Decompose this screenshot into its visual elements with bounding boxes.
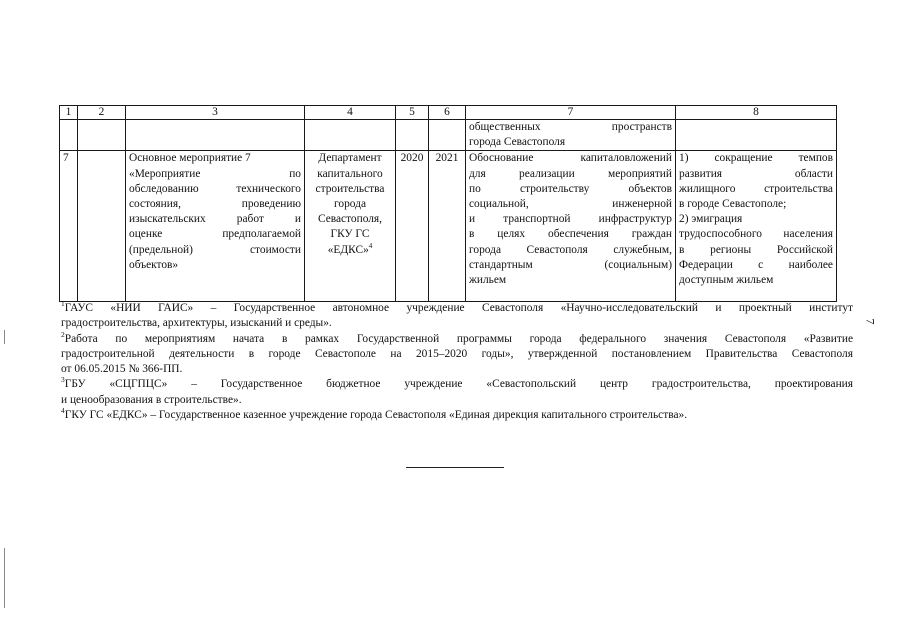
rationale-line: Обоснование капиталовложений [469, 152, 672, 165]
continuation-rationale-cell [466, 120, 676, 151]
table-header-row [60, 106, 837, 120]
measures-table [59, 105, 837, 302]
rationale-line: для реализации мероприятий [469, 167, 672, 180]
table-continuation-row [60, 120, 837, 151]
footnote-text: ГБУ «СЦГПЦС» – Государственное бюджетное учреждение «Севастопольский центр градостроительства, проектирования [64, 378, 853, 391]
scan-edge-mark [4, 330, 5, 344]
continuation-line: города Севастополя [469, 136, 566, 149]
consequence-line: доступным жильем [679, 274, 774, 287]
consequence-line: в городе Севастополе; [679, 198, 787, 211]
footnote-3 [61, 377, 853, 408]
footnote-text: от 06.05.2015 № 366-ПП. [61, 363, 183, 376]
footnote-mark: 4 [61, 406, 65, 416]
rationale-line: стандартным (социальным) [469, 258, 672, 271]
rationale-cell [466, 151, 676, 302]
consequence-line: в регионы Российской [679, 243, 833, 256]
footnotes [61, 301, 853, 423]
consequences-cell [676, 151, 837, 302]
measure-line: обследованию технического [129, 182, 301, 195]
executor-line: строительства [315, 182, 385, 195]
footnote-4 [61, 408, 853, 423]
footnote-mark: 1 [61, 299, 65, 309]
footnote-ref-4: 4 [368, 241, 373, 250]
rationale-line: в целях обеспечения граждан [469, 228, 672, 241]
row-number-cell: 7 [60, 151, 78, 302]
consequence-line: развития области [679, 167, 833, 180]
header-cell-6: 6 [429, 106, 466, 120]
measure-line: изыскательских работ и [129, 213, 301, 226]
table-row [60, 151, 837, 302]
scan-edge-mark [4, 548, 5, 608]
footnote-mark: 3 [61, 375, 65, 385]
footnote-text: Работа по мероприятиям начата в рамках Государственной программы города федерального значения Севастополя «Развитие [64, 332, 853, 345]
measure-line: состояния, проведению [129, 198, 301, 211]
executor-line: капитального [317, 167, 383, 180]
footnote-mark: 2 [61, 329, 65, 339]
footnote-text: ГКУ ГС «ЕДКС» – Государственное казенное учреждение города Севастополя «Единая дирекция капитального строительства». [64, 409, 688, 422]
header-cell-5: 5 [396, 106, 429, 120]
measure-line: (предельной) стоимости [129, 243, 301, 256]
header-cell-7: 7 [466, 106, 676, 120]
end-year-cell: 2021 [429, 151, 466, 302]
executor-cell [305, 151, 396, 302]
consequence-line: 2) эмиграция [679, 213, 743, 226]
header-cell-8: 8 [676, 106, 837, 120]
executor-line: Департамент [318, 152, 382, 165]
measure-line: Основное мероприятие 7 [129, 152, 251, 165]
measure-cell [126, 151, 305, 302]
footnote-2 [61, 329, 853, 378]
header-cell-2: 2 [78, 106, 126, 120]
footnote-text: ГАУС «НИИ ГАИС» – Государственное автономное учреждение Севастополя «Научно-исследовательский и проектный институт [64, 302, 853, 314]
header-cell-4: 4 [305, 106, 396, 120]
header-cell-3: 3 [126, 106, 305, 120]
executor-org: «ЕДКС» [327, 243, 369, 256]
row-col2-cell [78, 151, 126, 302]
executor-line: города [334, 198, 366, 211]
header-cell-1: 1 [60, 106, 78, 120]
measure-line: «Мероприятие по [129, 167, 301, 180]
rationale-line: жильем [469, 274, 507, 287]
footnote-text: градостроительной деятельности в городе Севастополе на 2015–2020 годы», утвержденной постановлением Правительства Севастополя [61, 347, 853, 360]
measure-line: объектов» [129, 258, 179, 271]
executor-line-last [308, 243, 392, 258]
executor-line: Севастополя, [317, 213, 383, 226]
footnote-text: градостроительства, архитектуры, изысканий и среды». [61, 317, 332, 330]
rationale-line: города Севастополя служебным, [469, 243, 672, 256]
consequence-line: жилищного строительства [679, 182, 833, 195]
rationale-line: по строительству объектов [469, 182, 672, 195]
consequence-line: Федерации с наиболее [679, 258, 833, 271]
footnote-1 [61, 301, 853, 332]
rationale-line: и транспортной инфраструктур [469, 213, 672, 226]
executor-line: ГКУ ГС [330, 228, 370, 241]
start-year-cell: 2020 [396, 151, 429, 302]
footnote-text: и ценообразования в строительстве». [61, 393, 242, 406]
measure-line: оценке предполагаемой [129, 228, 301, 241]
consequence-line: 1) сокращение темпов [679, 152, 833, 165]
page-number: 7 [863, 318, 878, 325]
rationale-line: социальной, инженерной [469, 198, 672, 211]
consequence-line: трудоспособного населения [679, 228, 833, 241]
end-divider-line [406, 467, 504, 468]
continuation-line: общественных пространств [469, 121, 672, 133]
